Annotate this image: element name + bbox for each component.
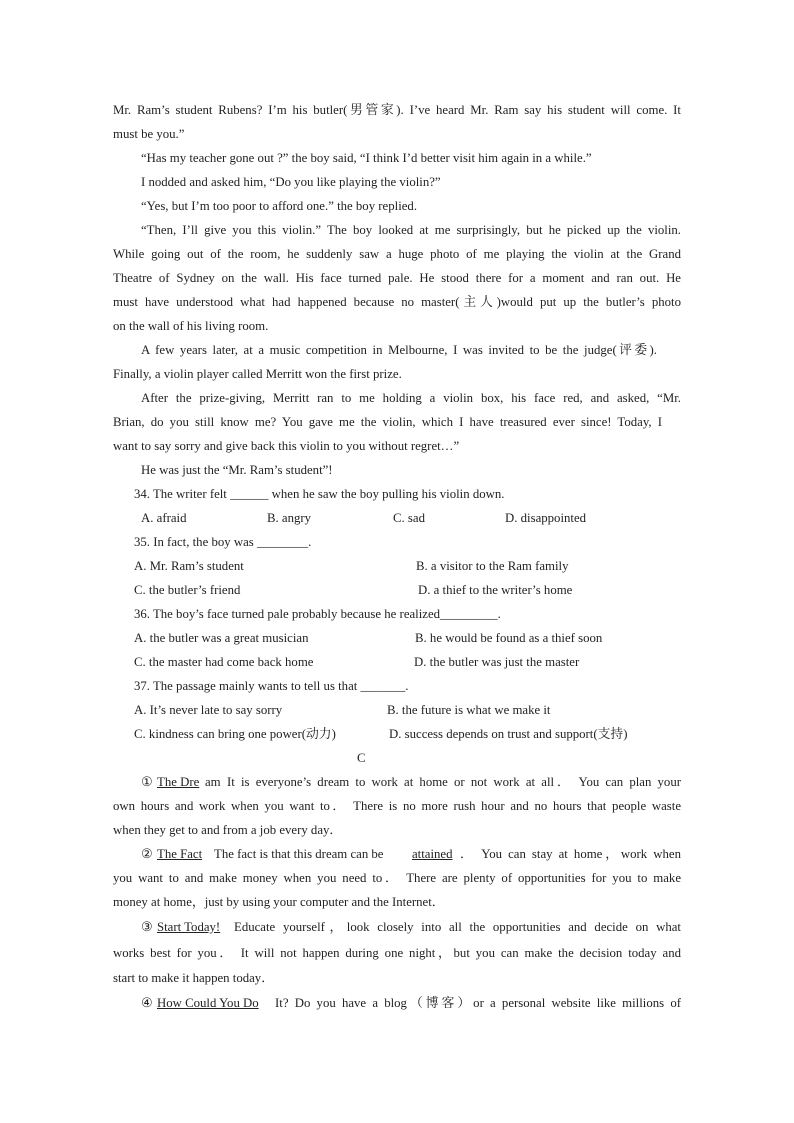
option[interactable]: D. the butler was just the master [414,655,580,669]
passage-line: must have understood what had happened because no master(主人)would put up the butler’s photo [113,295,681,309]
question-options [0,506,794,530]
passage-label: C [357,751,366,765]
passage-line: own hours and work when you want to． There is no more rush hour and no hours that people waste [113,799,681,813]
passage-line: when they get to and from a job every day． [113,823,343,837]
passage-line: Theatre of Sydney on the wall. His face turned pale. He stood there for a moment and ran out. He [113,271,681,285]
passage-line: start to make it happen today． [113,971,274,985]
question-options [0,554,794,578]
question-options [0,722,794,746]
question-stem: 36. The boy’s face turned pale probably because he realized_________. [134,607,501,621]
passage-line: ① The Dre am It is everyone’s dream to work at home or not work at all． You can plan your [0,770,794,794]
passage-line: After the prize-giving, Merritt ran to me holding a violin box, his face red, and asked, “Mr. [141,391,681,405]
option[interactable]: A. the butler was a great musician [134,631,309,645]
question-stem: 35. In fact, the boy was ________. [134,535,312,549]
passage-line: on the wall of his living room. [113,319,269,333]
keyword: attained [412,847,453,861]
passage-line: ④ How Could You Do It? Do you have a blog（博客）or a personal website like millions of [0,991,794,1015]
option[interactable]: D. a thief to the writer’s home [418,583,573,597]
option[interactable]: B. angry [267,511,312,525]
passage-line: While going out of the room, he suddenly saw a huge photo of me playing the violin at the Grand [113,247,681,261]
paragraph-heading: How Could You Do [157,996,259,1010]
paragraph-heading: The Dre [157,775,200,789]
passage-line: “Yes, but I’m too poor to afford one.” the boy replied. [141,199,418,213]
question-options [0,578,794,602]
option[interactable]: A. afraid [141,511,187,525]
passage-line: “Then, I’ll give you this violin.” The boy looked at me surprisingly, but he picked up the violin. [141,223,681,237]
passage-line: Finally, a violin player called Merritt won the first prize. [113,367,402,381]
option[interactable]: B. a visitor to the Ram family [416,559,569,573]
option[interactable]: C. sad [393,511,425,525]
passage-line: want to say sorry and give back this violin to you without regret…” [113,439,460,453]
option[interactable]: C. the master had come back home [134,655,314,669]
option[interactable]: B. the future is what we make it [387,703,551,717]
question-options [0,626,794,650]
passage-line: Mr. Ram’s student Rubens? I’m his butler(男管家). I’ve heard Mr. Ram say his student will come. It [113,103,681,117]
question-stem: 34. The writer felt ______ when he saw the boy pulling his violin down. [134,487,505,501]
passage-line: ② The Fact The fact is that this dream can be attained ． You can stay at home，work when [0,842,794,866]
question-stem: 37. The passage mainly wants to tell us that _______. [134,679,409,693]
passage-line: you want to and make money when you need to． There are plenty of opportunities for you to make [113,871,681,885]
passage-line: works best for you． It will not happen during one night，but you can make the decision today and [113,946,681,960]
paragraph-heading: Start Today! [157,920,221,934]
question-options [0,650,794,674]
option[interactable]: A. It’s never late to say sorry [134,703,283,717]
passage-line: ③ Start Today! Educate yourself，look closely into all the opportunities and decide on what [0,915,794,939]
passage-line: must be you.” [113,127,185,141]
passage-line: Brian, do you still know me? You gave me the violin, which I have treasured ever since! Today, I [113,415,662,429]
passage-line: He was just the “Mr. Ram’s student”! [141,463,333,477]
passage-line: “Has my teacher gone out ?” the boy said, “I think I’d better visit him again in a while.” [141,151,592,165]
option[interactable]: D. success depends on trust and support(支持) [389,727,628,741]
option[interactable]: A. Mr. Ram’s student [134,559,244,573]
option[interactable]: B. he would be found as a thief soon [415,631,603,645]
passage-line: A few years later, at a music competition in Melbourne, I was invited to be the judge(评委). [141,343,657,357]
paragraph-heading: The Fact [157,847,203,861]
option[interactable]: C. the butler’s friend [134,583,241,597]
passage-line: I nodded and asked him, “Do you like playing the violin?” [141,175,441,189]
option[interactable]: D. disappointed [505,511,587,525]
passage-line: money at home，just by using your computer and the Internet． [113,895,445,909]
question-options [0,698,794,722]
option[interactable]: C. kindness can bring one power(动力) [134,727,336,741]
